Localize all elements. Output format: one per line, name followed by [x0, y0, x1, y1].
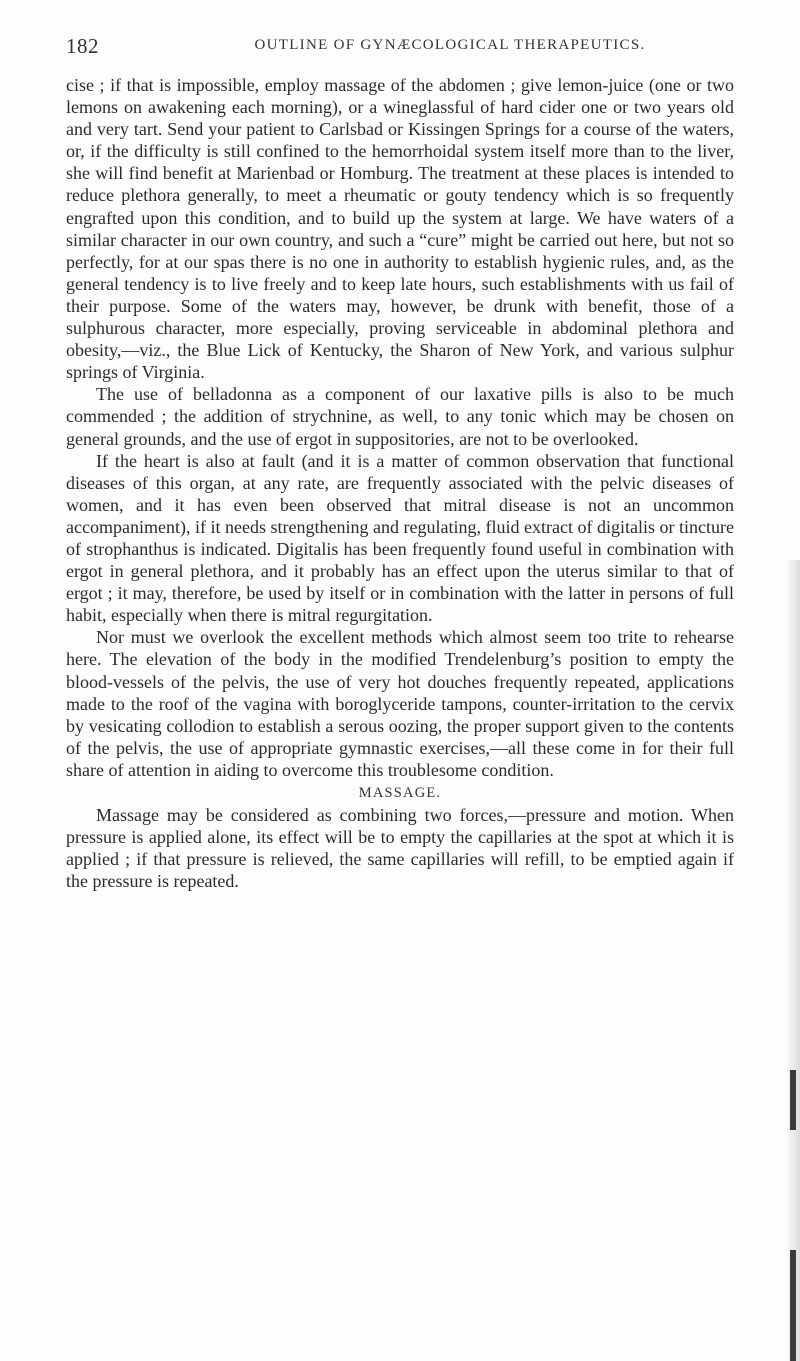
- paragraph-heart: If the heart is also at fault (and it is a matter of common observation that functional diseases of this organ, at any rate, are frequently associated with the pelvic diseases of women, and it has even been observed that mitral disease is not an uncommon accompaniment), if it needs strengthening and regulating, fluid extract of digitalis or tincture of strophanthus is indicated. Digitalis has been frequently found useful in combination with ergot in general plethora, and it probably has an effect upon the uterus similar to that of ergot ; it may, therefore, be used by itself or in combination with the latter in persons of full habit, especially when there is mitral regurgitation.: [66, 450, 734, 626]
- section-heading-massage: MASSAGE.: [358, 785, 442, 801]
- paragraph-massage: Massage may be considered as combining two forces,—pressure and motion. When pressure is applied alone, its effect will be to empty the capillaries at the spot at which it is applied ; if that pressure is relieved, the same capillaries will refill, to be emptied again if the pressure is repeated.: [66, 805, 734, 892]
- page-header: [66, 34, 734, 62]
- running-head: OUTLINE OF GYNÆCOLOGICAL THERAPEUTICS.: [254, 37, 646, 53]
- page-number: 182: [66, 34, 99, 58]
- page-edge-shadow: [786, 560, 800, 1361]
- body-text: [66, 74, 734, 892]
- paragraph-continuation: cise ; if that is impossible, employ massage of the abdomen ; give lemon-juice (one or two lemons on awakening each morning), or a wineglassful of hard cider one or two years old and very tart. Send your patient to Carlsbad or Kissingen Springs for a course of the waters, or, if the difficulty is still confined to the hemorrhoidal system itself more than to the liver, she will find benefit at Marienbad or Homburg. The treatment at these places is intended to reduce plethora generally, to meet a rheumatic or gouty tendency which is so frequently engrafted upon this condition, and to build up the system at large. We have waters of a similar character in our own country, and such a “cure” might be carried out here, but not so perfectly, for at our spas there is no one in authority to establish hygienic rules, and, as the general tendency is to live freely and to keep late hours, such establishments with us fail of their purpose. Some of the waters may, however, be drunk with benefit, those of a sulphurous character, more especially, proving serviceable in abdominal plethora and obesity,—viz., the Blue Lick of Kentucky, the Sharon of New York, and various sulphur springs of Virginia.: [66, 75, 734, 383]
- paragraph-methods: Nor must we overlook the excellent methods which almost seem too trite to rehearse here. The elevation of the body in the modified Trendelenburg’s position to empty the blood-vessels of the pelvis, the use of very hot douches frequently repeated, applications made to the roof of the vagina with boroglyceride tampons, counter-irritation to the cervix by vesicating collodion to establish a serous oozing, the proper support given to the contents of the pelvis, the use of appropriate gymnastic exercises,—all these come in for their full share of attention in aiding to overcome this troublesome condition.: [66, 627, 734, 780]
- page-edge-mark: [790, 1250, 796, 1361]
- paragraph-belladonna: The use of belladonna as a component of our laxative pills is also to be much commended ; the addition of strychnine, as well, to any tonic which may be chosen on general grounds, and the use of ergot in suppositories, are not to be overlooked.: [66, 384, 734, 449]
- page-edge-mark: [790, 1070, 796, 1130]
